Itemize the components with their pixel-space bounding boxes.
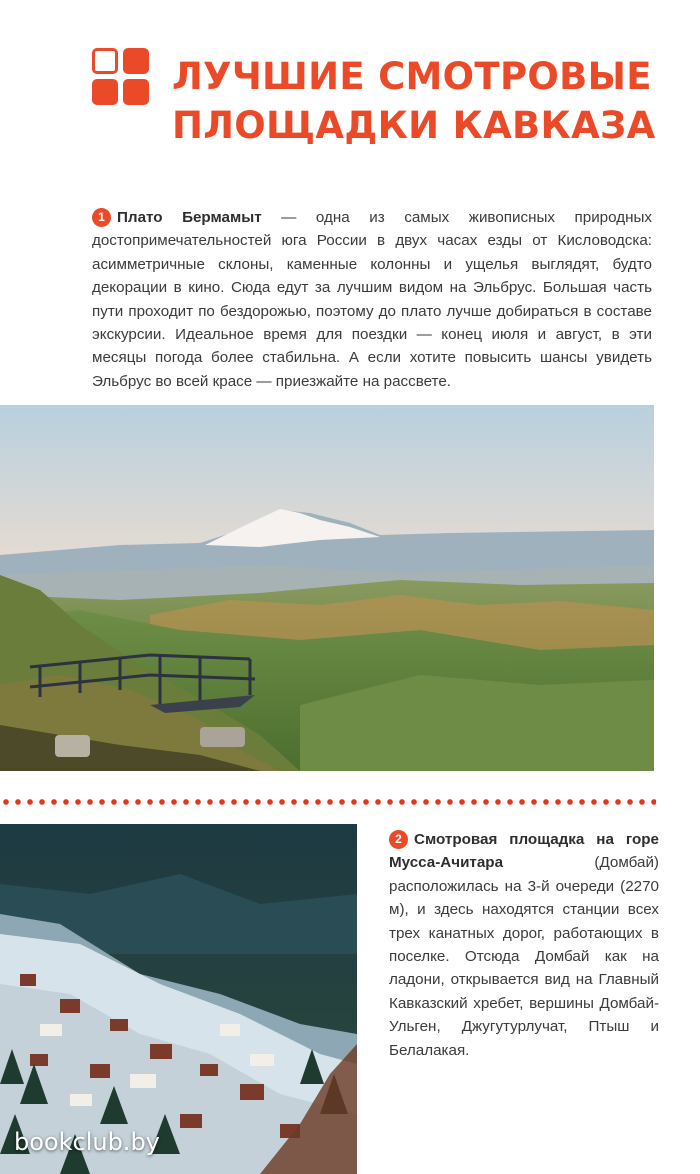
section-2-text [389, 828, 659, 1062]
number-badge-2: 2 [389, 830, 408, 849]
watermark: bookclub.by [14, 1128, 160, 1156]
section-logo-icon [92, 48, 150, 106]
title-line-1: ЛУЧШИЕ СМОТРОВЫЕ [172, 55, 652, 98]
section-2-body: (Домбай) расположилась на 3-й очереди (2270 м), и здесь находятся станции всех трех канатных дорог, работающих в поселке. Отсюда Домбай как на ладони, открывается вид на Главный Кавказский хребет, вершины Домбай-Ульген, Джугутурлучат, Птыш и Белалакая. [389, 854, 659, 1059]
section-2-lead: Смотровая площадка на горе Мусса-Ачитара [389, 831, 659, 872]
section-1-text [92, 206, 652, 393]
dombay-photo [0, 824, 357, 1174]
page-title [172, 52, 672, 150]
title-line-2: ПЛОЩАДКИ КАВКАЗА [172, 104, 656, 147]
bermamyt-plateau-photo [0, 405, 654, 771]
number-badge-1: 1 [92, 208, 111, 227]
dotted-divider [0, 798, 656, 806]
section-1-body: — одна из самых живописных природных достопримечательностей юга России в двух часах езды от Кисловодска: асимметричные склоны, каменные колонны и ущелья выглядят, будто декорации в кино. Сюда едут за лучшим видом на Эльбрус. Большая часть пути проходит по бездорожью, поэтому до плато лучше добираться в составе экскурсии. Идеальное время для поездки — конец июля и август, в эти месяцы погода более стабильна. А если хотите повысить шансы увидеть Эльбрус во всей красе — приезжайте на рассвете. [92, 209, 652, 390]
section-1-lead: Плато Бермамыт [117, 209, 262, 226]
